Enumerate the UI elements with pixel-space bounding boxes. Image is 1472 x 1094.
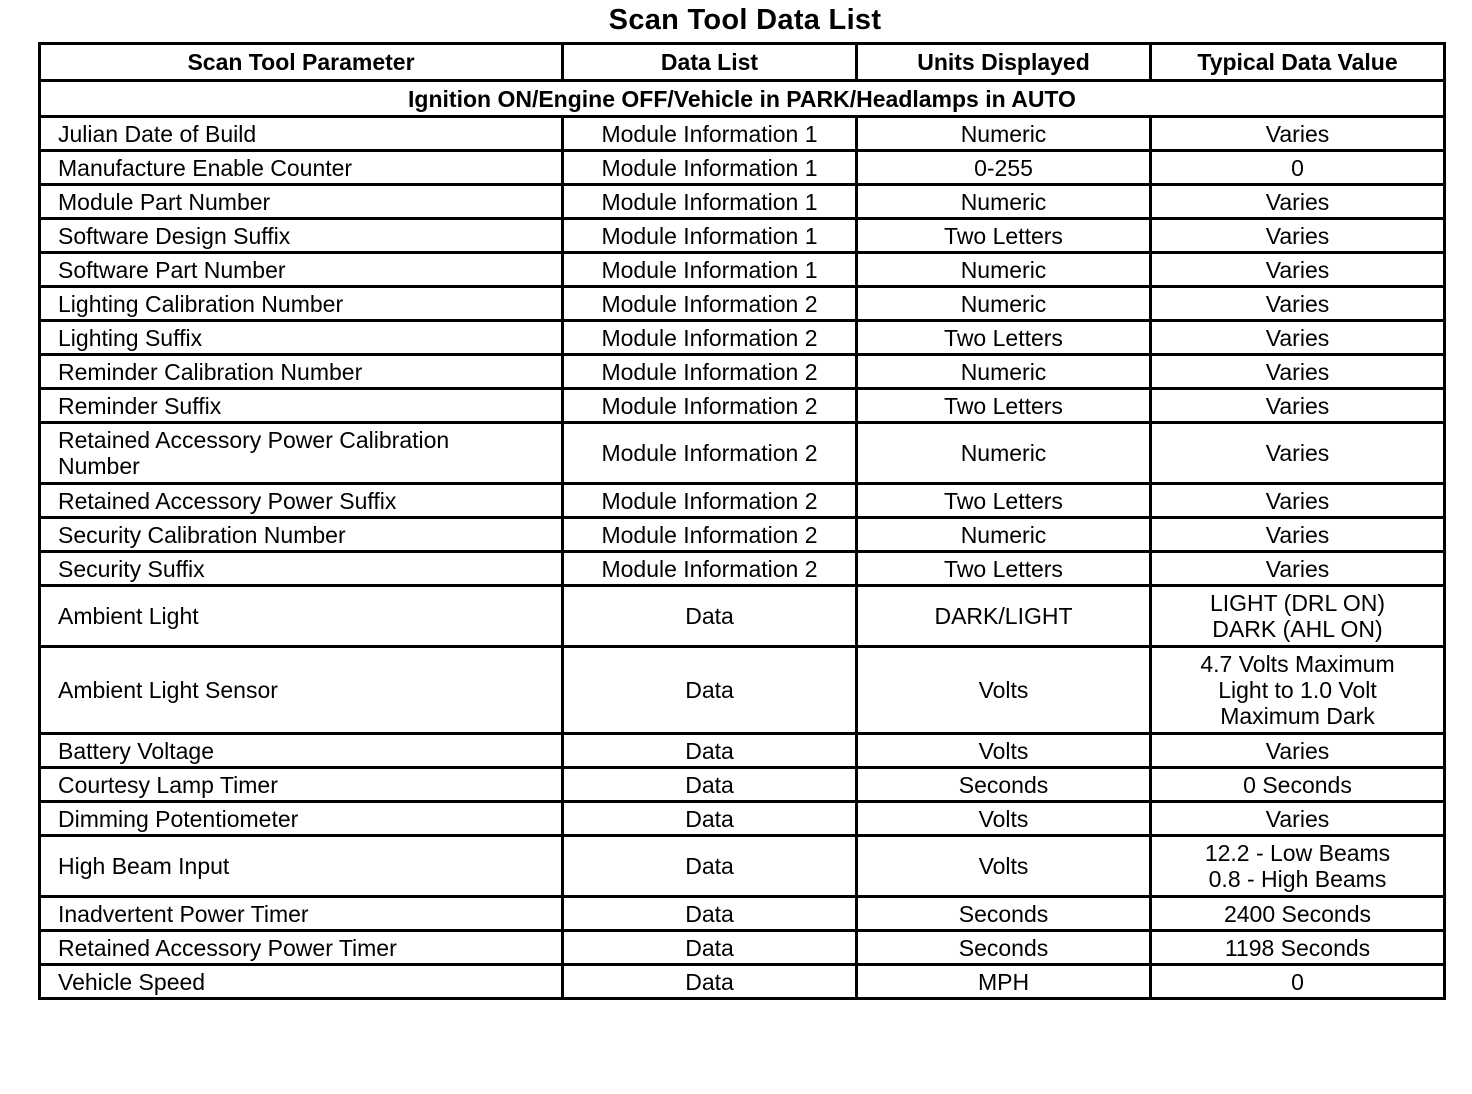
parameter-cell: Lighting Suffix xyxy=(40,321,563,355)
section-row xyxy=(40,81,1445,117)
table-row xyxy=(40,253,1445,287)
units-cell: Two Letters xyxy=(857,389,1151,423)
table-row xyxy=(40,734,1445,768)
typical-value-cell: 12.2 - Low Beams 0.8 - High Beams xyxy=(1151,836,1445,897)
units-cell: Numeric xyxy=(857,518,1151,552)
table-row xyxy=(40,484,1445,518)
data-list-cell: Module Information 2 xyxy=(563,518,857,552)
typical-value-cell: Varies xyxy=(1151,802,1445,836)
data-list-cell: Module Information 1 xyxy=(563,253,857,287)
data-list-cell: Data xyxy=(563,836,857,897)
data-list-cell: Module Information 1 xyxy=(563,185,857,219)
units-cell: 0-255 xyxy=(857,151,1151,185)
parameter-cell: Retained Accessory Power Timer xyxy=(40,931,563,965)
data-list-cell: Data xyxy=(563,768,857,802)
table-header-row xyxy=(40,44,1445,81)
section-header: Ignition ON/Engine OFF/Vehicle in PARK/Headlamps in AUTO xyxy=(40,81,1445,117)
data-list-cell: Data xyxy=(563,931,857,965)
table-row xyxy=(40,355,1445,389)
table-row xyxy=(40,389,1445,423)
data-list-cell: Module Information 2 xyxy=(563,423,857,484)
units-cell: Volts xyxy=(857,802,1151,836)
parameter-cell: Julian Date of Build xyxy=(40,117,563,151)
units-cell: Numeric xyxy=(857,117,1151,151)
parameter-cell: Vehicle Speed xyxy=(40,965,563,999)
typical-value-cell: 0 xyxy=(1151,151,1445,185)
data-list-cell: Module Information 2 xyxy=(563,355,857,389)
units-cell: MPH xyxy=(857,965,1151,999)
table-row xyxy=(40,423,1445,484)
typical-value-cell: Varies xyxy=(1151,355,1445,389)
typical-value-cell: Varies xyxy=(1151,185,1445,219)
parameter-cell: Security Suffix xyxy=(40,552,563,586)
units-cell: Seconds xyxy=(857,768,1151,802)
data-list-cell: Data xyxy=(563,965,857,999)
table-row xyxy=(40,931,1445,965)
units-cell: Volts xyxy=(857,734,1151,768)
data-list-cell: Module Information 2 xyxy=(563,484,857,518)
column-header-parameter: Scan Tool Parameter xyxy=(40,44,563,81)
data-list-cell: Module Information 2 xyxy=(563,552,857,586)
typical-value-cell: Varies xyxy=(1151,389,1445,423)
table-row xyxy=(40,802,1445,836)
typical-value-cell: Varies xyxy=(1151,734,1445,768)
typical-value-cell: Varies xyxy=(1151,423,1445,484)
units-cell: Numeric xyxy=(857,423,1151,484)
table-row xyxy=(40,965,1445,999)
parameter-cell: Dimming Potentiometer xyxy=(40,802,563,836)
parameter-cell: High Beam Input xyxy=(40,836,563,897)
table-row xyxy=(40,897,1445,931)
units-cell: Seconds xyxy=(857,897,1151,931)
table-row xyxy=(40,647,1445,734)
units-cell: Numeric xyxy=(857,287,1151,321)
parameter-cell: Software Part Number xyxy=(40,253,563,287)
parameter-cell: Reminder Suffix xyxy=(40,389,563,423)
typical-value-cell: 4.7 Volts Maximum Light to 1.0 Volt Maximum Dark xyxy=(1151,647,1445,734)
table-row xyxy=(40,185,1445,219)
typical-value-cell: 1198 Seconds xyxy=(1151,931,1445,965)
parameter-cell: Battery Voltage xyxy=(40,734,563,768)
data-list-cell: Data xyxy=(563,647,857,734)
typical-value-cell: LIGHT (DRL ON) DARK (AHL ON) xyxy=(1151,586,1445,647)
parameter-cell: Manufacture Enable Counter xyxy=(40,151,563,185)
table-row xyxy=(40,586,1445,647)
units-cell: Two Letters xyxy=(857,552,1151,586)
scan-tool-data-table xyxy=(38,42,1446,1000)
data-list-cell: Module Information 2 xyxy=(563,287,857,321)
typical-value-cell: Varies xyxy=(1151,287,1445,321)
column-header-units: Units Displayed xyxy=(857,44,1151,81)
data-list-cell: Data xyxy=(563,897,857,931)
parameter-cell: Module Part Number xyxy=(40,185,563,219)
units-cell: Seconds xyxy=(857,931,1151,965)
parameter-cell: Ambient Light Sensor xyxy=(40,647,563,734)
table-row xyxy=(40,768,1445,802)
parameter-cell: Lighting Calibration Number xyxy=(40,287,563,321)
typical-value-cell: Varies xyxy=(1151,552,1445,586)
data-list-cell: Module Information 1 xyxy=(563,151,857,185)
units-cell: Numeric xyxy=(857,185,1151,219)
column-header-typical-value: Typical Data Value xyxy=(1151,44,1445,81)
units-cell: Two Letters xyxy=(857,219,1151,253)
table-row xyxy=(40,287,1445,321)
typical-value-cell: Varies xyxy=(1151,219,1445,253)
typical-value-cell: Varies xyxy=(1151,117,1445,151)
data-list-cell: Module Information 1 xyxy=(563,219,857,253)
parameter-cell: Retained Accessory Power Calibration Number xyxy=(40,423,563,484)
page-title: Scan Tool Data List xyxy=(608,4,882,36)
table-row xyxy=(40,321,1445,355)
parameter-cell: Retained Accessory Power Suffix xyxy=(40,484,563,518)
units-cell: Volts xyxy=(857,836,1151,897)
table-row xyxy=(40,219,1445,253)
column-header-data-list: Data List xyxy=(563,44,857,81)
parameter-cell: Courtesy Lamp Timer xyxy=(40,768,563,802)
units-cell: Two Letters xyxy=(857,484,1151,518)
typical-value-cell: Varies xyxy=(1151,484,1445,518)
data-list-cell: Module Information 2 xyxy=(563,389,857,423)
data-list-cell: Module Information 2 xyxy=(563,321,857,355)
table-row xyxy=(40,518,1445,552)
parameter-cell: Security Calibration Number xyxy=(40,518,563,552)
data-list-cell: Data xyxy=(563,734,857,768)
typical-value-cell: Varies xyxy=(1151,253,1445,287)
typical-value-cell: 0 xyxy=(1151,965,1445,999)
parameter-cell: Ambient Light xyxy=(40,586,563,647)
parameter-cell: Software Design Suffix xyxy=(40,219,563,253)
typical-value-cell: 0 Seconds xyxy=(1151,768,1445,802)
table-row xyxy=(40,552,1445,586)
table-row xyxy=(40,117,1445,151)
units-cell: Two Letters xyxy=(857,321,1151,355)
data-list-cell: Data xyxy=(563,802,857,836)
units-cell: Numeric xyxy=(857,253,1151,287)
units-cell: DARK/LIGHT xyxy=(857,586,1151,647)
units-cell: Numeric xyxy=(857,355,1151,389)
table-row xyxy=(40,151,1445,185)
data-list-cell: Module Information 1 xyxy=(563,117,857,151)
typical-value-cell: 2400 Seconds xyxy=(1151,897,1445,931)
typical-value-cell: Varies xyxy=(1151,518,1445,552)
data-list-cell: Data xyxy=(563,586,857,647)
table-row xyxy=(40,836,1445,897)
parameter-cell: Reminder Calibration Number xyxy=(40,355,563,389)
units-cell: Volts xyxy=(857,647,1151,734)
typical-value-cell: Varies xyxy=(1151,321,1445,355)
parameter-cell: Inadvertent Power Timer xyxy=(40,897,563,931)
